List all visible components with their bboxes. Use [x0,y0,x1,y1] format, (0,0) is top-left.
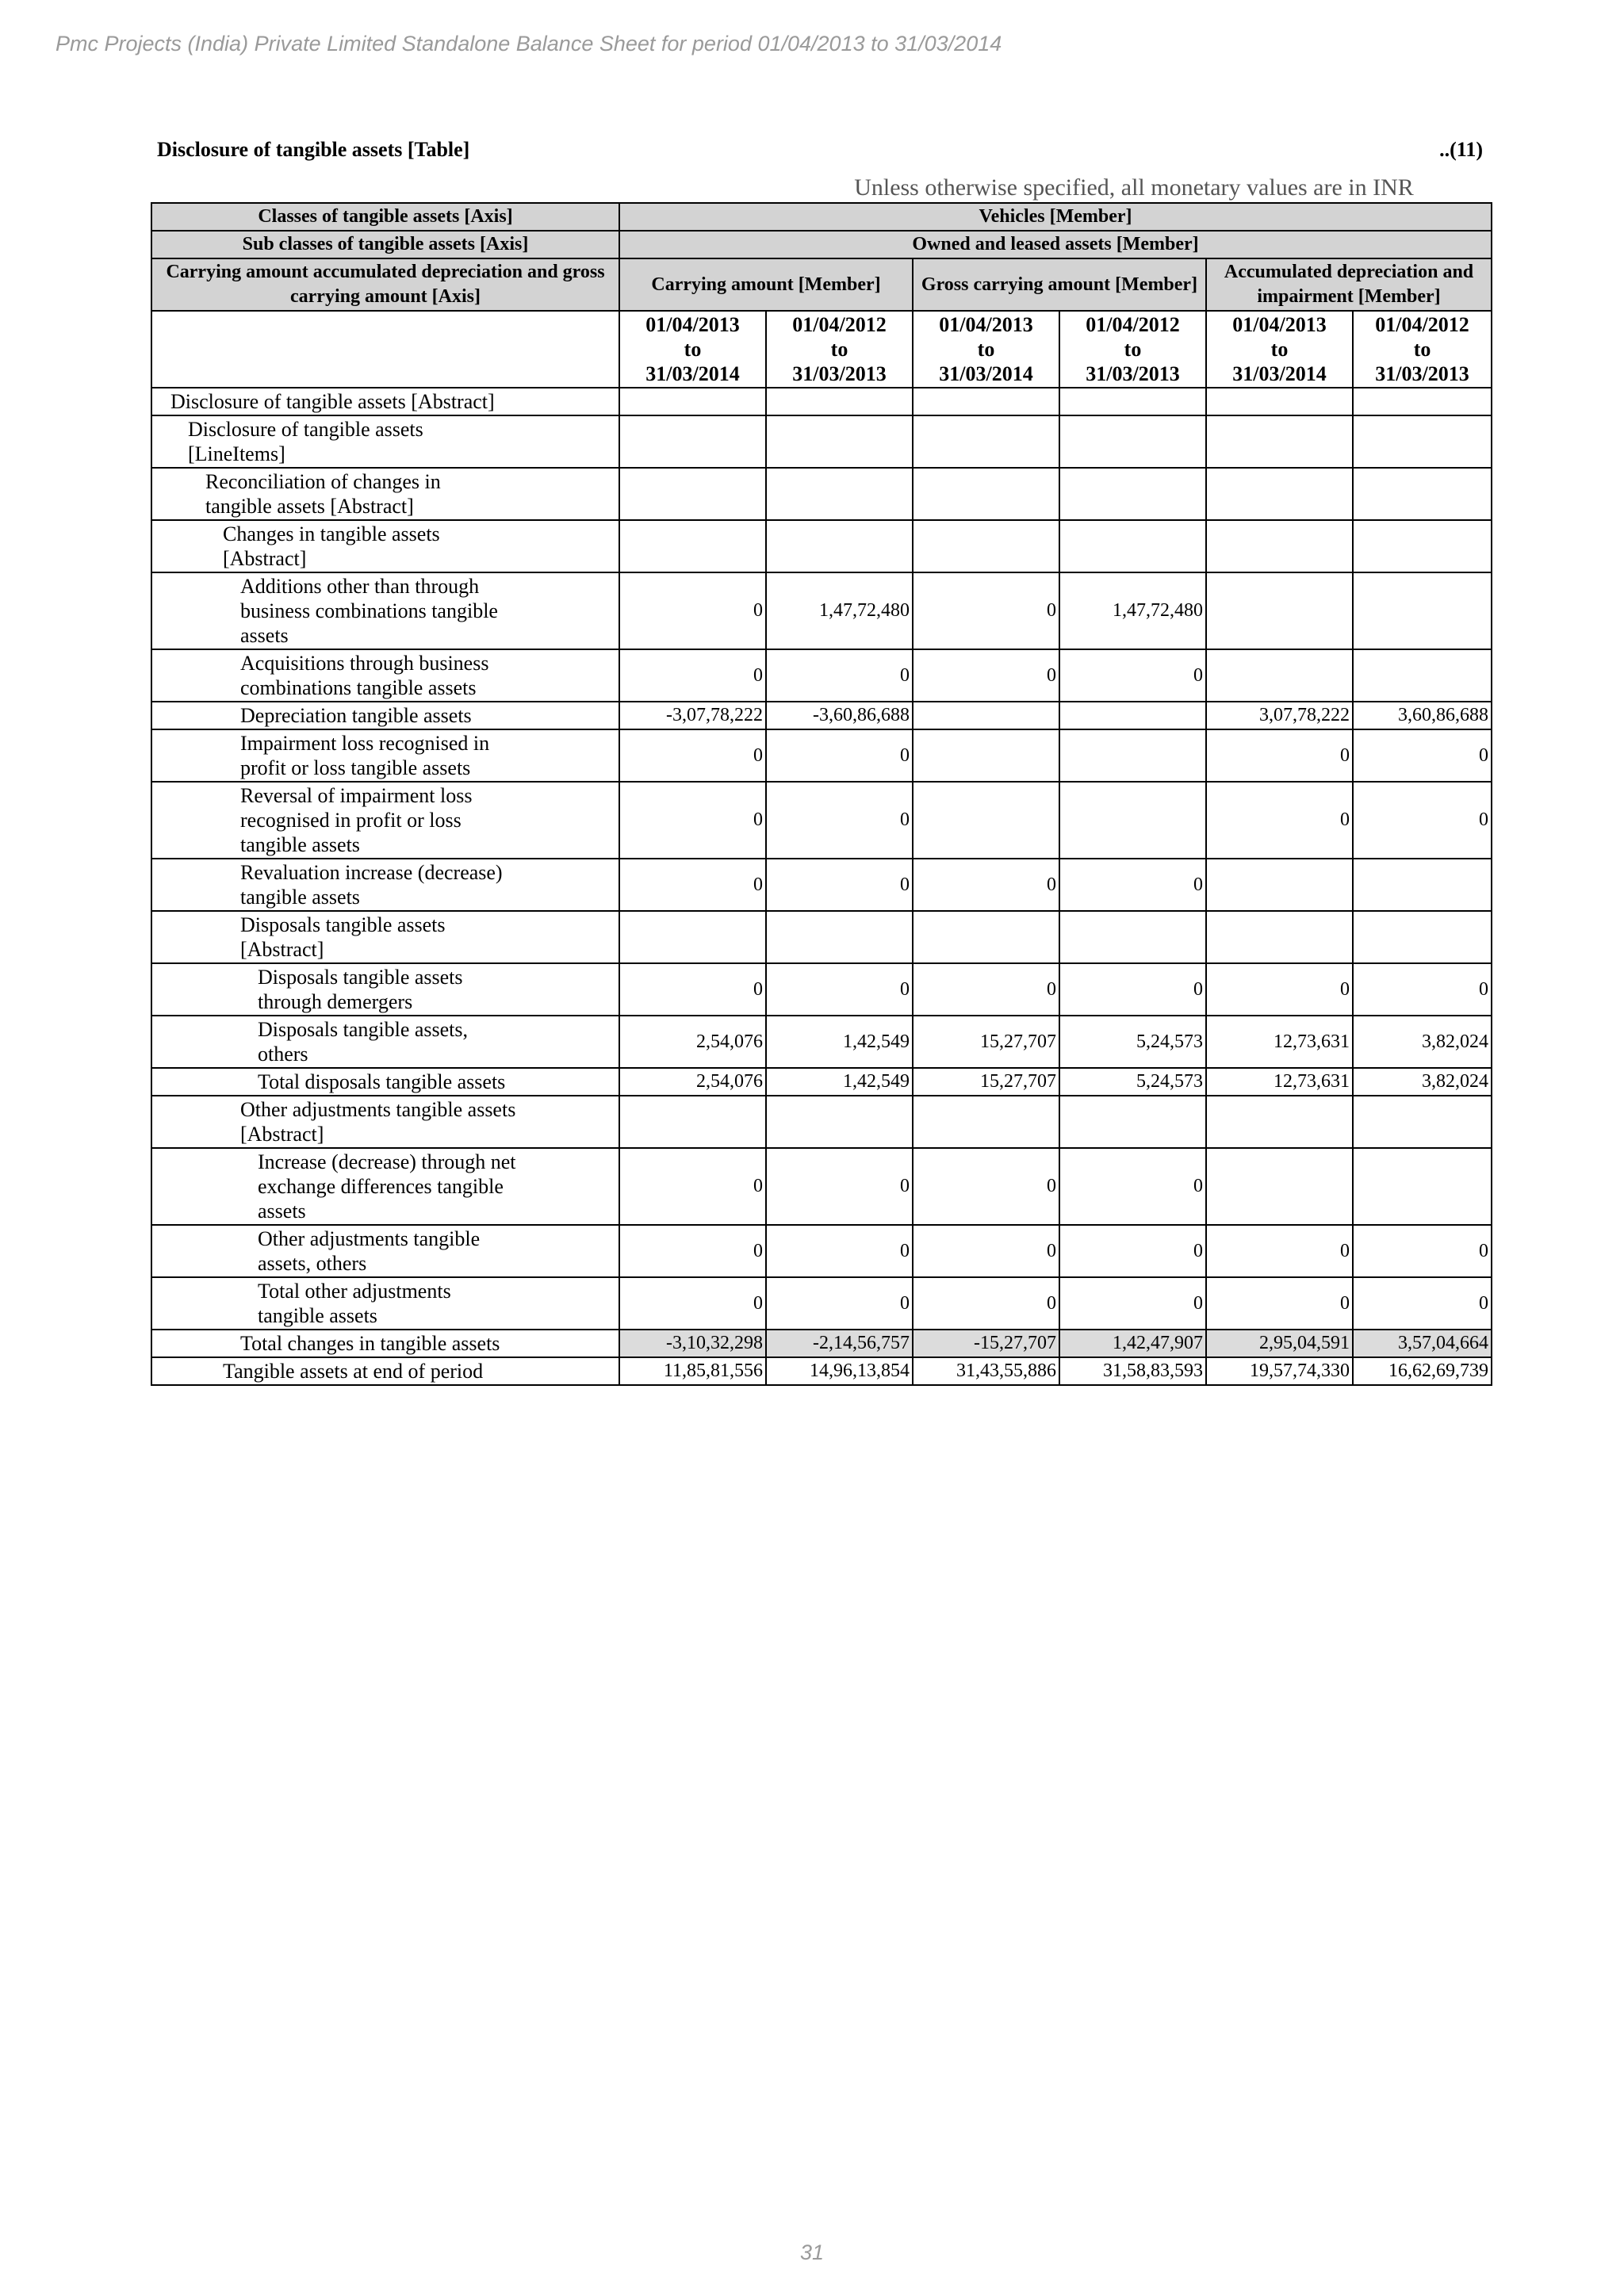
period-header [1206,311,1353,388]
table-row [151,1277,1492,1330]
section-number: ..(11) [1439,138,1483,161]
period-header-line: 31/03/2013 [1375,362,1469,385]
value-cell: 0 [619,1277,766,1330]
value-cell [1353,1148,1492,1225]
value-cell: 1,47,72,480 [766,572,913,649]
value-cell: 2,95,04,591 [1206,1330,1353,1357]
period-header-line: to [1124,338,1142,361]
value-cell: 0 [913,649,1059,702]
member-gross-carrying-amount: Gross carrying amount [Member] [913,258,1206,311]
value-cell [1353,388,1492,415]
value-cell: 19,57,74,330 [1206,1357,1353,1385]
row-label [151,1016,619,1068]
axis-carrying-label: Carrying amount accumulated depreciation and gross carrying amount [Axis] [151,258,619,311]
axis-classes-member: Vehicles [Member] [619,203,1492,231]
value-cell [1353,911,1492,963]
value-cell: 14,96,13,854 [766,1357,913,1385]
row-label [151,963,619,1016]
value-cell: 0 [913,1148,1059,1225]
value-cell [913,415,1059,468]
value-cell: 16,62,69,739 [1353,1357,1492,1385]
table-row [151,963,1492,1016]
value-cell: 1,47,72,480 [1059,572,1206,649]
value-cell [1059,468,1206,520]
value-cell [1353,859,1492,911]
row-label [151,520,619,572]
value-cell [1206,911,1353,963]
value-cell [1059,729,1206,782]
table-row [151,649,1492,702]
value-cell: 12,73,631 [1206,1016,1353,1068]
row-label-text: Other adjustments tangible assets [Abstract] [240,1098,516,1146]
value-cell [913,702,1059,729]
row-label-text: Tangible assets at end of period [223,1360,484,1383]
value-cell: 0 [766,859,913,911]
row-label [151,729,619,782]
value-cell: 0 [1059,963,1206,1016]
row-label [151,572,619,649]
value-cell [913,1096,1059,1148]
value-cell [766,911,913,963]
table-row [151,388,1492,415]
axis-classes-label: Classes of tangible assets [Axis] [151,203,619,231]
value-cell [913,388,1059,415]
value-cell: 0 [913,572,1059,649]
row-label-text: Acquisitions through business combinations tangible assets [240,652,489,699]
value-cell [1206,572,1353,649]
row-label [151,649,619,702]
row-label [151,1277,619,1330]
table-row [151,415,1492,468]
value-cell: 0 [766,1148,913,1225]
value-cell [619,911,766,963]
value-cell: 1,42,47,907 [1059,1330,1206,1357]
row-label-text: Reversal of impairment loss recognised in profit or loss tangible assets [240,784,473,856]
period-header-line: 01/04/2013 [939,313,1033,336]
running-header: Pmc Projects (India) Private Limited Standalone Balance Sheet for period 01/04/2013 to 31/03/2014 [56,32,1002,55]
table-row [151,468,1492,520]
period-header-line: 31/03/2013 [792,362,887,385]
period-header-line: to [977,338,995,361]
axis-subclasses-member: Owned and leased assets [Member] [619,231,1492,258]
value-cell [1059,702,1206,729]
value-cell: 0 [913,1225,1059,1277]
period-header-line: 31/03/2014 [939,362,1033,385]
row-label-text: Total other adjustments tangible assets [258,1280,451,1327]
value-cell [913,520,1059,572]
table-row [151,1068,1492,1096]
tangible-assets-table [151,202,1492,1386]
value-cell: 0 [766,782,913,859]
row-label-text: Disclosure of tangible assets [Abstract] [170,390,495,413]
period-header [766,311,913,388]
row-label [151,388,619,415]
table-row [151,859,1492,911]
table-row [151,911,1492,963]
period-header [913,311,1059,388]
row-label-text: Disclosure of tangible assets [LineItems] [188,418,423,465]
value-cell: 0 [619,1148,766,1225]
row-label-text: Reconciliation of changes in tangible assets [Abstract] [205,470,441,518]
table-row [151,782,1492,859]
value-cell: 0 [1206,1277,1353,1330]
period-header-line: 01/04/2012 [792,313,887,336]
value-cell: 0 [1059,859,1206,911]
value-cell: 3,60,86,688 [1353,702,1492,729]
value-cell: 0 [619,729,766,782]
value-cell: 0 [1353,782,1492,859]
period-header-line: 31/03/2014 [645,362,740,385]
table-row [151,520,1492,572]
value-cell: 3,82,024 [1353,1016,1492,1068]
value-cell [1206,1096,1353,1148]
value-cell: 11,85,81,556 [619,1357,766,1385]
value-cell [1353,649,1492,702]
value-cell: 12,73,631 [1206,1068,1353,1096]
value-cell [619,520,766,572]
row-label [151,859,619,911]
value-cell [1206,468,1353,520]
value-cell: 0 [766,729,913,782]
period-header-line: to [1270,338,1289,361]
value-cell: 0 [766,1277,913,1330]
value-cell [1059,1096,1206,1148]
value-cell: -3,60,86,688 [766,702,913,729]
period-header [619,311,766,388]
row-label-text: Other adjustments tangible assets, others [258,1227,481,1275]
row-label-text: Increase (decrease) through net exchange differences tangible assets [258,1150,516,1223]
value-cell [1353,468,1492,520]
row-label-text: Total disposals tangible assets [258,1070,506,1093]
row-label-text: Additions other than through business combinations tangible assets [240,575,498,647]
value-cell [766,520,913,572]
value-cell [619,1096,766,1148]
value-cell [1353,1096,1492,1148]
value-cell: 3,07,78,222 [1206,702,1353,729]
row-label [151,468,619,520]
table-row [151,729,1492,782]
value-cell: 5,24,573 [1059,1016,1206,1068]
value-cell [1353,572,1492,649]
member-accumulated-depreciation: Accumulated depreciation and impairment [Member] [1206,258,1492,311]
value-cell: 0 [913,1277,1059,1330]
value-cell [913,729,1059,782]
value-cell [1353,415,1492,468]
value-cell: 15,27,707 [913,1068,1059,1096]
row-label [151,702,619,729]
period-header [1353,311,1492,388]
row-label [151,782,619,859]
period-header-line: to [1413,338,1431,361]
period-header-line: 01/04/2012 [1375,313,1469,336]
row-label-text: Depreciation tangible assets [240,704,472,727]
table-row [151,1357,1492,1385]
value-cell: 0 [1059,1277,1206,1330]
value-cell [1059,911,1206,963]
row-label [151,911,619,963]
value-cell: 0 [1206,1225,1353,1277]
value-cell: 0 [619,649,766,702]
value-cell [766,1096,913,1148]
table-row [151,1225,1492,1277]
member-carrying-amount: Carrying amount [Member] [619,258,913,311]
value-cell [766,415,913,468]
value-cell [913,468,1059,520]
value-cell [1059,782,1206,859]
row-label [151,1225,619,1277]
value-cell: -3,10,32,298 [619,1330,766,1357]
value-cell [619,468,766,520]
value-cell [1059,388,1206,415]
value-cell: 31,43,55,886 [913,1357,1059,1385]
value-cell: 2,54,076 [619,1068,766,1096]
value-cell [1059,415,1206,468]
period-header-line: 01/04/2012 [1086,313,1180,336]
row-label [151,415,619,468]
value-cell: 0 [1353,1277,1492,1330]
value-cell: -15,27,707 [913,1330,1059,1357]
row-label-text: Disposals tangible assets [Abstract] [240,913,446,961]
period-header-line: to [830,338,848,361]
period-header-line: 31/03/2013 [1086,362,1180,385]
value-cell [1206,1148,1353,1225]
value-cell: 0 [766,963,913,1016]
value-cell: -2,14,56,757 [766,1330,913,1357]
value-cell: 0 [619,1225,766,1277]
value-cell [913,911,1059,963]
value-cell: 3,57,04,664 [1353,1330,1492,1357]
row-label-text: Total changes in tangible assets [240,1332,500,1355]
row-label [151,1148,619,1225]
row-label [151,1357,619,1385]
value-cell: 0 [1206,782,1353,859]
value-cell: 0 [1059,649,1206,702]
value-cell: 2,54,076 [619,1016,766,1068]
table-row [151,1330,1492,1357]
value-cell: -3,07,78,222 [619,702,766,729]
value-cell: 0 [766,1225,913,1277]
value-cell: 0 [1206,729,1353,782]
value-cell: 0 [1353,963,1492,1016]
row-label-text: Disposals tangible assets, others [258,1018,469,1066]
value-cell: 15,27,707 [913,1016,1059,1068]
row-label-text: Changes in tangible assets [Abstract] [223,522,440,570]
value-cell [1059,520,1206,572]
value-cell [1206,415,1353,468]
table-row [151,1148,1492,1225]
value-cell: 0 [1353,729,1492,782]
row-label-text: Revaluation increase (decrease) tangible assets [240,861,503,909]
value-cell: 0 [619,572,766,649]
section-title: Disclosure of tangible assets [Table] [157,138,470,161]
value-cell [1206,859,1353,911]
value-cell: 0 [619,963,766,1016]
value-cell [1206,520,1353,572]
value-cell: 5,24,573 [1059,1068,1206,1096]
period-header-line: 31/03/2014 [1232,362,1327,385]
value-cell: 0 [1206,963,1353,1016]
value-cell: 0 [619,782,766,859]
value-cell: 0 [1059,1148,1206,1225]
value-cell: 3,82,024 [1353,1068,1492,1096]
value-cell: 1,42,549 [766,1068,913,1096]
value-cell [766,388,913,415]
axis-subclasses-label: Sub classes of tangible assets [Axis] [151,231,619,258]
value-cell: 1,42,549 [766,1016,913,1068]
period-header-line: 01/04/2013 [645,313,740,336]
units-note: Unless otherwise specified, all monetary values are in INR [854,174,1414,201]
value-cell: 0 [1353,1225,1492,1277]
value-cell [1206,388,1353,415]
table-row [151,1016,1492,1068]
row-label [151,1096,619,1148]
period-header-line: 01/04/2013 [1232,313,1327,336]
value-cell [766,468,913,520]
table-row [151,1096,1492,1148]
table-row [151,702,1492,729]
value-cell [913,782,1059,859]
period-header [1059,311,1206,388]
value-cell: 31,58,83,593 [1059,1357,1206,1385]
value-cell [619,415,766,468]
row-label [151,1068,619,1096]
value-cell: 0 [913,963,1059,1016]
period-header-line: to [684,338,702,361]
row-label-text: Impairment loss recognised in profit or loss tangible assets [240,732,490,779]
row-label [151,1330,619,1357]
value-cell [619,388,766,415]
value-cell: 0 [913,859,1059,911]
page-number: 31 [799,2241,825,2264]
row-label-text: Disposals tangible assets through demergers [258,966,463,1013]
period-header-blank [151,311,619,388]
value-cell: 0 [619,859,766,911]
table-row [151,572,1492,649]
value-cell: 0 [766,649,913,702]
value-cell [1206,649,1353,702]
value-cell [1353,520,1492,572]
value-cell: 0 [1059,1225,1206,1277]
